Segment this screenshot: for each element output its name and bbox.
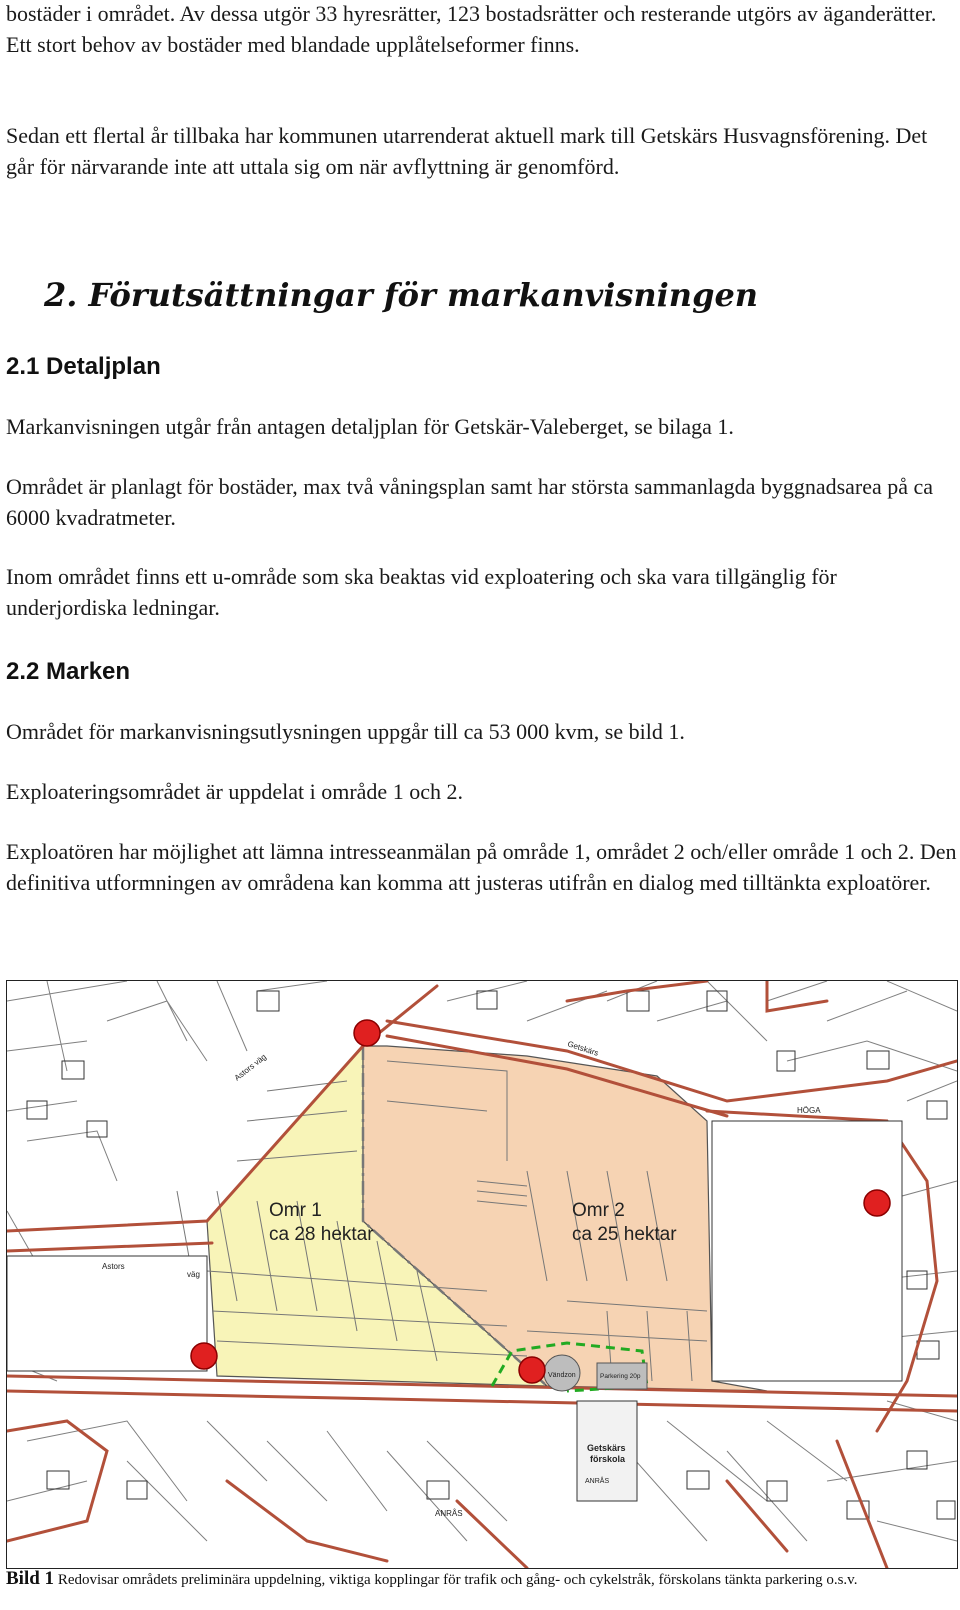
paragraph-detaljplan-1: Markanvisningen utgår från antagen detaljplan för Getskär-Valeberget, se bilaga 1. (6, 414, 734, 439)
area-2-size-label: ca 25 hektar (572, 1224, 677, 1245)
preschool-label-1: Getskärs (587, 1443, 626, 1453)
paragraph-detaljplan-3: Inom området finns ett u-område som ska beaktas vid exploatering och ska vara tillgänglig för underjordiska ledningar. (6, 564, 837, 620)
paragraph-intro: bostäder i området. Av dessa utgör 33 hyresrätter, 123 bostadsrätter och resterande utgörs av äganderätter. Ett stort behov av bostäder med blandade upplåtelseformer finns. (6, 1, 937, 57)
paragraph-detaljplan-2: Området är planlagt för bostäder, max två våningsplan samt har största sammanlagda byggnadsarea på ca 6000 kvadratmeter. (6, 474, 934, 530)
subsection-heading-detaljplan: 2.1 Detaljplan (6, 353, 161, 380)
figure-caption-text: Redovisar områdets preliminära uppdelning, viktiga kopplingar för trafik och gång- och cykelstråk, förskolans tänkta parkering o.s.v. (54, 1572, 858, 1588)
site-map (6, 980, 958, 1569)
road-label-astors-vag: Astors väg (232, 1052, 269, 1083)
road-label-astors: Astors (102, 1262, 125, 1271)
road-label-vag: väg (187, 1270, 200, 1279)
turn-zone-label: Vändzon (548, 1372, 576, 1379)
area-1-label: Omr 1 (269, 1200, 322, 1221)
place-label-anras-2: ANRÅS (585, 1478, 610, 1485)
paragraph-marken-3: Exploatören har möjlighet att lämna intresseanmälan på område 1, området 2 och/eller område 1 och 2. Den definitiva utformningen av områdena kan komma att justeras utifrån en dialog med tilltänkta exploatörer. (6, 839, 957, 895)
place-label-hoga: HÖGA (797, 1106, 821, 1115)
road-label-getskars: Getskärs (566, 1039, 600, 1058)
section-heading: 2. Förutsättningar för markanvisningen (44, 276, 759, 314)
figure-caption-label: Bild 1 (6, 1568, 55, 1589)
preschool-label-2: förskola (590, 1454, 626, 1464)
place-label-anras: ANRÅS (435, 1509, 463, 1518)
paragraph-marken-2: Exploateringsområdet är uppdelat i område 1 och 2. (6, 779, 463, 804)
figure-caption (6, 1568, 946, 1591)
area-1-size-label: ca 28 hektar (269, 1224, 374, 1245)
subsection-heading-marken: 2.2 Marken (6, 658, 131, 685)
area-2-label: Omr 2 (572, 1200, 625, 1221)
parking-label: Parkering 20p (600, 1373, 641, 1380)
paragraph-marken-1: Området för markanvisningsutlysningen uppgår till ca 53 000 kvm, se bild 1. (6, 719, 685, 744)
paragraph-lease: Sedan ett flertal år tillbaka har kommunen utarrenderat aktuell mark till Getskärs Husvagnsförening. Det går för närvarande inte att uttala sig om när avflyttning är genomförd. (6, 123, 928, 179)
